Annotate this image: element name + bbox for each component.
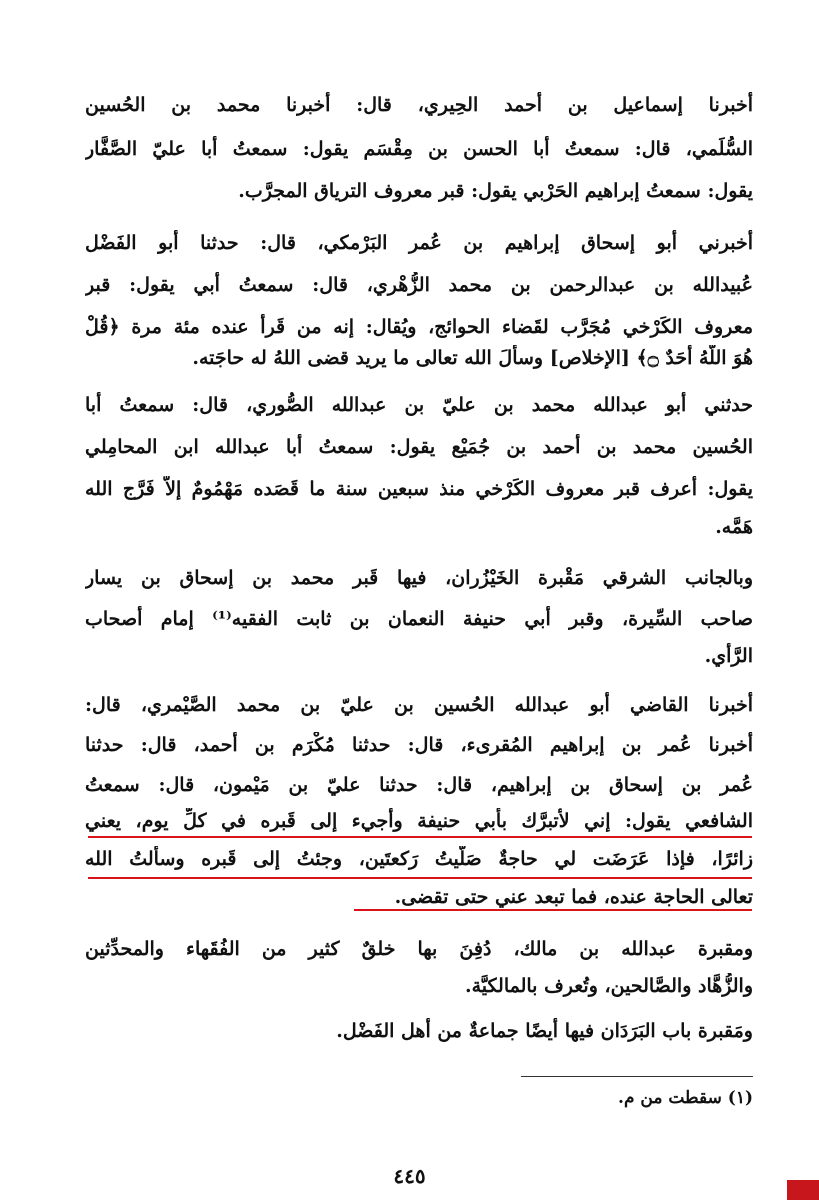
highlighted-text-line: زائرًا، فإذا عَرَضَت لي حاجةٌ صَلَّيتُ رَكعتَين، وجئتُ إلى قَبره وسألتُ الله bbox=[85, 848, 753, 870]
highlight-underline bbox=[88, 836, 752, 838]
footnote-separator bbox=[521, 1076, 753, 1077]
text-line: يقول: سمعتُ إبراهيم الحَرْبي يقول: قبر معروف الترياق المجرَّب. bbox=[238, 180, 753, 202]
text-line: أخبرني أبو إسحاق إبراهيم بن عُمر البَرْمكي، قال: حدثنا أبو الفَضْل bbox=[85, 232, 753, 254]
text-line: الحُسين محمد بن أحمد بن جُمَيْع يقول: سمعتُ أبا عبدالله ابن المحامِلي bbox=[85, 436, 753, 458]
text-line: والزُّهَّاد والصَّالحين، وتُعرف بالمالكيَّة. bbox=[465, 975, 753, 997]
text-line: صاحب السِّيرة، وقبر أبي حنيفة النعمان بن ثابت الفقيه⁽¹⁾ إمام أصحاب bbox=[85, 608, 753, 630]
highlighted-text-line: الشافعي يقول: إني لأتبرَّك بأبي حنيفة وأجيء إلى قَبره في كلِّ يوم، يعني bbox=[85, 810, 753, 832]
text-line: هُوَ اللَّهُ أَحَدٌ ۝﴾ [الإخلاص] وسألَ الله تعالى ما يريد قضى اللهُ له حاجَته. bbox=[192, 347, 753, 369]
text-line: وبالجانب الشرقي مَقْبرة الخَيْزُران، فيها قَبر محمد بن إسحاق بن يسار bbox=[85, 567, 753, 589]
text-line: الرَّأي. bbox=[704, 645, 753, 667]
footnote: (١) سقطت من م. bbox=[618, 1088, 753, 1108]
corner-mark bbox=[787, 1180, 819, 1200]
text-line: أخبرنا إسماعيل بن أحمد الحِيري، قال: أخبرنا محمد بن الحُسين bbox=[85, 94, 753, 116]
text-line: أخبرنا عُمر بن إبراهيم المُقرىء، قال: حدثنا مُكْرَم بن أحمد، قال: حدثنا bbox=[85, 734, 753, 756]
highlight-underline bbox=[354, 909, 752, 911]
text-line: عُمر بن إسحاق بن إبراهيم، قال: حدثنا عليّ بن مَيْمون، قال: سمعتُ bbox=[85, 774, 753, 796]
text-line: هَمَّه. bbox=[715, 516, 753, 538]
text-line: معروف الكَرْخي مُجَرَّب لقَضاء الحوائج، ويُقال: إنه من قَرأ عنده مئة مرة ﴿قُلْ bbox=[85, 316, 753, 338]
text-line: ومَقبرة باب البَرَدَان فيها أيضًا جماعةٌ من أهل الفَضْل. bbox=[336, 1020, 753, 1042]
text-line: ومقبرة عبدالله بن مالك، دُفِنَ بها خلقٌ كثير من الفُقَهاء والمحدِّثين bbox=[85, 938, 753, 960]
highlight-underline bbox=[88, 877, 752, 879]
text-line: أخبرنا القاضي أبو عبدالله الحُسين بن عليّ بن محمد الصَّيْمري، قال: bbox=[85, 694, 753, 716]
highlighted-text-line: تعالى الحاجة عنده، فما تبعد عني حتى تقضى. bbox=[394, 886, 753, 908]
text-line: يقول: أعرف قبر معروف الكَرْخي منذ سبعين سنة ما قَصَده مَهْمُومٌ إلاّ فَرَّج الله bbox=[85, 478, 753, 500]
page-number: ٤٤٥ bbox=[393, 1164, 426, 1188]
text-line: حدثني أبو عبدالله محمد بن عليّ بن عبدالله الصُّوري، قال: سمعتُ أبا bbox=[85, 394, 753, 416]
text-line: السُّلَمي، قال: سمعتُ أبا الحسن بن مِقْسَم يقول: سمعتُ أبا عليّ الصَّفَّار bbox=[85, 138, 753, 160]
text-line: عُبيدالله بن عبدالرحمن بن محمد الزُّهْري، قال: سمعتُ أبي يقول: قبر bbox=[85, 274, 753, 296]
